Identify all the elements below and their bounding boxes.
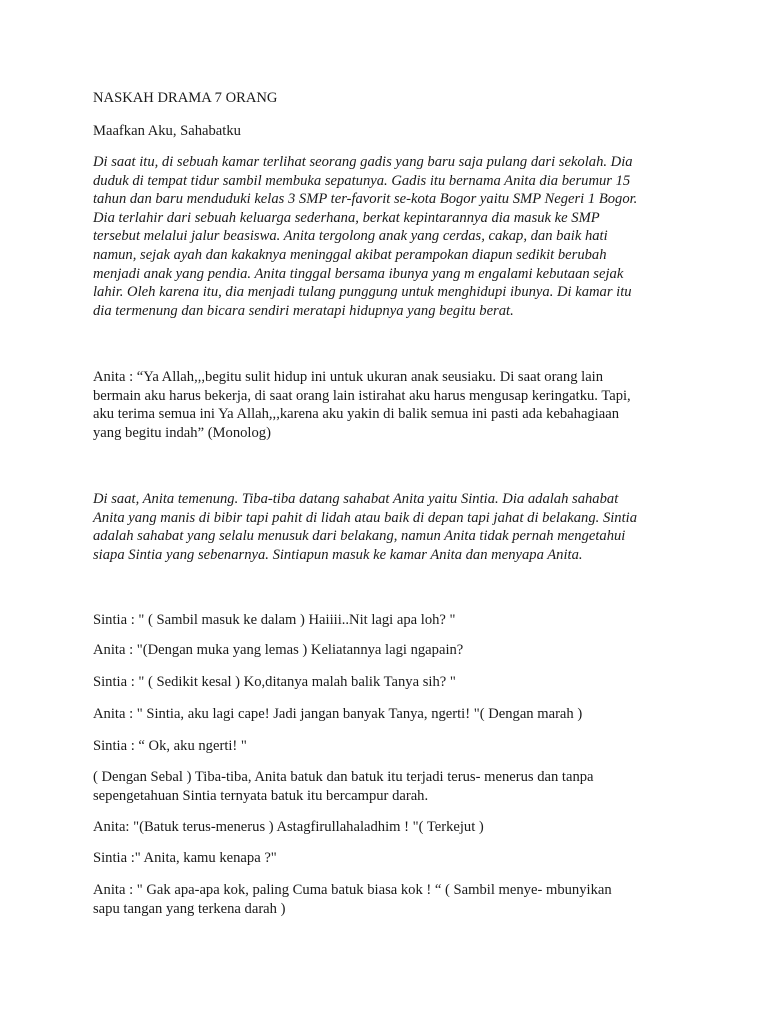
paragraph-line: adalah sahabat yang selalu menusuk dari belakang, namun Anita tidak pernah mengetahui xyxy=(93,528,626,545)
paragraph-line: aku terima semua ini Ya Allah,,,karena aku yakin di balik semua ini pasti ada kebahagiaan xyxy=(93,406,620,423)
dialog-line-anita: Anita: "(Batuk terus-menerus ) Astagfirullahaladhim ! "( Terkejut ) xyxy=(93,819,484,835)
paragraph-line: dia termenung dan bicara sendiri meratapi hidupnya yang begitu berat. xyxy=(93,302,514,319)
dialog-line-anita: Anita : "(Dengan muka yang lemas ) Keliatannya lagi ngapain? xyxy=(93,642,464,658)
dialog-line-sintia: Sintia :" Anita, kamu kenapa ?" xyxy=(93,850,277,866)
paragraph-line: lahir. Oleh karena itu, dia menjadi tulang punggung untuk menghidupi ibunya. Di kamar itu xyxy=(93,284,632,301)
paragraph-line: sepengetahuan Sintia ternyata batuk itu bercampur darah. xyxy=(93,787,429,804)
paragraph-line: duduk di tempat tidur sambil membuka sepatunya. Gadis itu bernama Anita dia berumur 15 xyxy=(93,172,631,189)
document-title: NASKAH DRAMA 7 ORANG xyxy=(93,90,278,106)
dialog-line-sintia: Sintia : “ Ok, aku ngerti! " xyxy=(93,738,247,754)
dialog-line-anita xyxy=(93,881,693,918)
paragraph-line: namun, sejak ayah dan kakaknya meninggal akibat perampokan diapun sedikit berubah xyxy=(93,246,607,263)
paragraph-line: ( Dengan Sebal ) Tiba-tiba, Anita batuk dan batuk itu terjadi terus- menerus dan tanpa xyxy=(93,769,594,785)
dialog-line-sintia: Sintia : " ( Sambil masuk ke dalam ) Haiiii..Nit lagi apa loh? " xyxy=(93,612,456,628)
dialog-line-anita: Anita : " Sintia, aku lagi cape! Jadi jangan banyak Tanya, ngerti! "( Dengan marah ) xyxy=(93,706,583,722)
paragraph-line: menjadi anak yang pendia. Anita tinggal bersama ibunya yang m engalami kebutaan sejak xyxy=(93,265,624,282)
paragraph-line: Dia terlahir dari sebuah keluarga sederhana, berkat kepintarannya dia masuk ke SMP xyxy=(93,209,600,226)
paragraph-line: siapa Sintia yang sebenarnya. Sintiapun masuk ke kamar Anita dan menyapa Anita. xyxy=(93,546,583,563)
narration-paragraph xyxy=(93,768,693,805)
paragraph-line: tersebut melalui jalur beasiswa. Anita tergolong anak yang cerdas, cakap, dan baik hati xyxy=(93,228,608,245)
paragraph-line: Anita : “Ya Allah,,,begitu sulit hidup ini untuk ukuran anak seusiaku. Di saat orang lain xyxy=(93,369,604,385)
dialog-line-sintia: Sintia : " ( Sedikit kesal ) Ko,ditanya malah balik Tanya sih? " xyxy=(93,674,456,690)
intro-paragraph xyxy=(93,153,693,320)
paragraph-line: sapu tangan yang terkena darah ) xyxy=(93,900,286,917)
monolog-paragraph xyxy=(93,368,693,442)
paragraph-line: Di saat, Anita temenung. Tiba-tiba datang sahabat Anita yaitu Sintia. Dia adalah sahabat xyxy=(93,491,619,507)
scene2-paragraph xyxy=(93,490,693,564)
paragraph-line: Anita : " Gak apa-apa kok, paling Cuma batuk biasa kok ! “ ( Sambil menye- mbunyikan xyxy=(93,882,612,898)
paragraph-line: Anita yang manis di bibir tapi pahit di lidah atau baik di depan tapi jahat di belakang. Sintia xyxy=(93,509,638,526)
document-subtitle: Maafkan Aku, Sahabatku xyxy=(93,123,241,139)
paragraph-line: bermain aku harus bekerja, di saat orang lain istirahat aku harus mengusap keringatku. Tapi, xyxy=(93,387,631,404)
paragraph-line: tahun dan baru menduduki kelas 3 SMP ter-favorit se-kota Bogor yaitu SMP Negeri 1 Bogor. xyxy=(93,191,638,208)
paragraph-line: Di saat itu, di sebuah kamar terlihat seorang gadis yang baru saja pulang dari sekolah. Dia xyxy=(93,154,633,170)
paragraph-line: yang begitu indah” (Monolog) xyxy=(93,424,271,441)
